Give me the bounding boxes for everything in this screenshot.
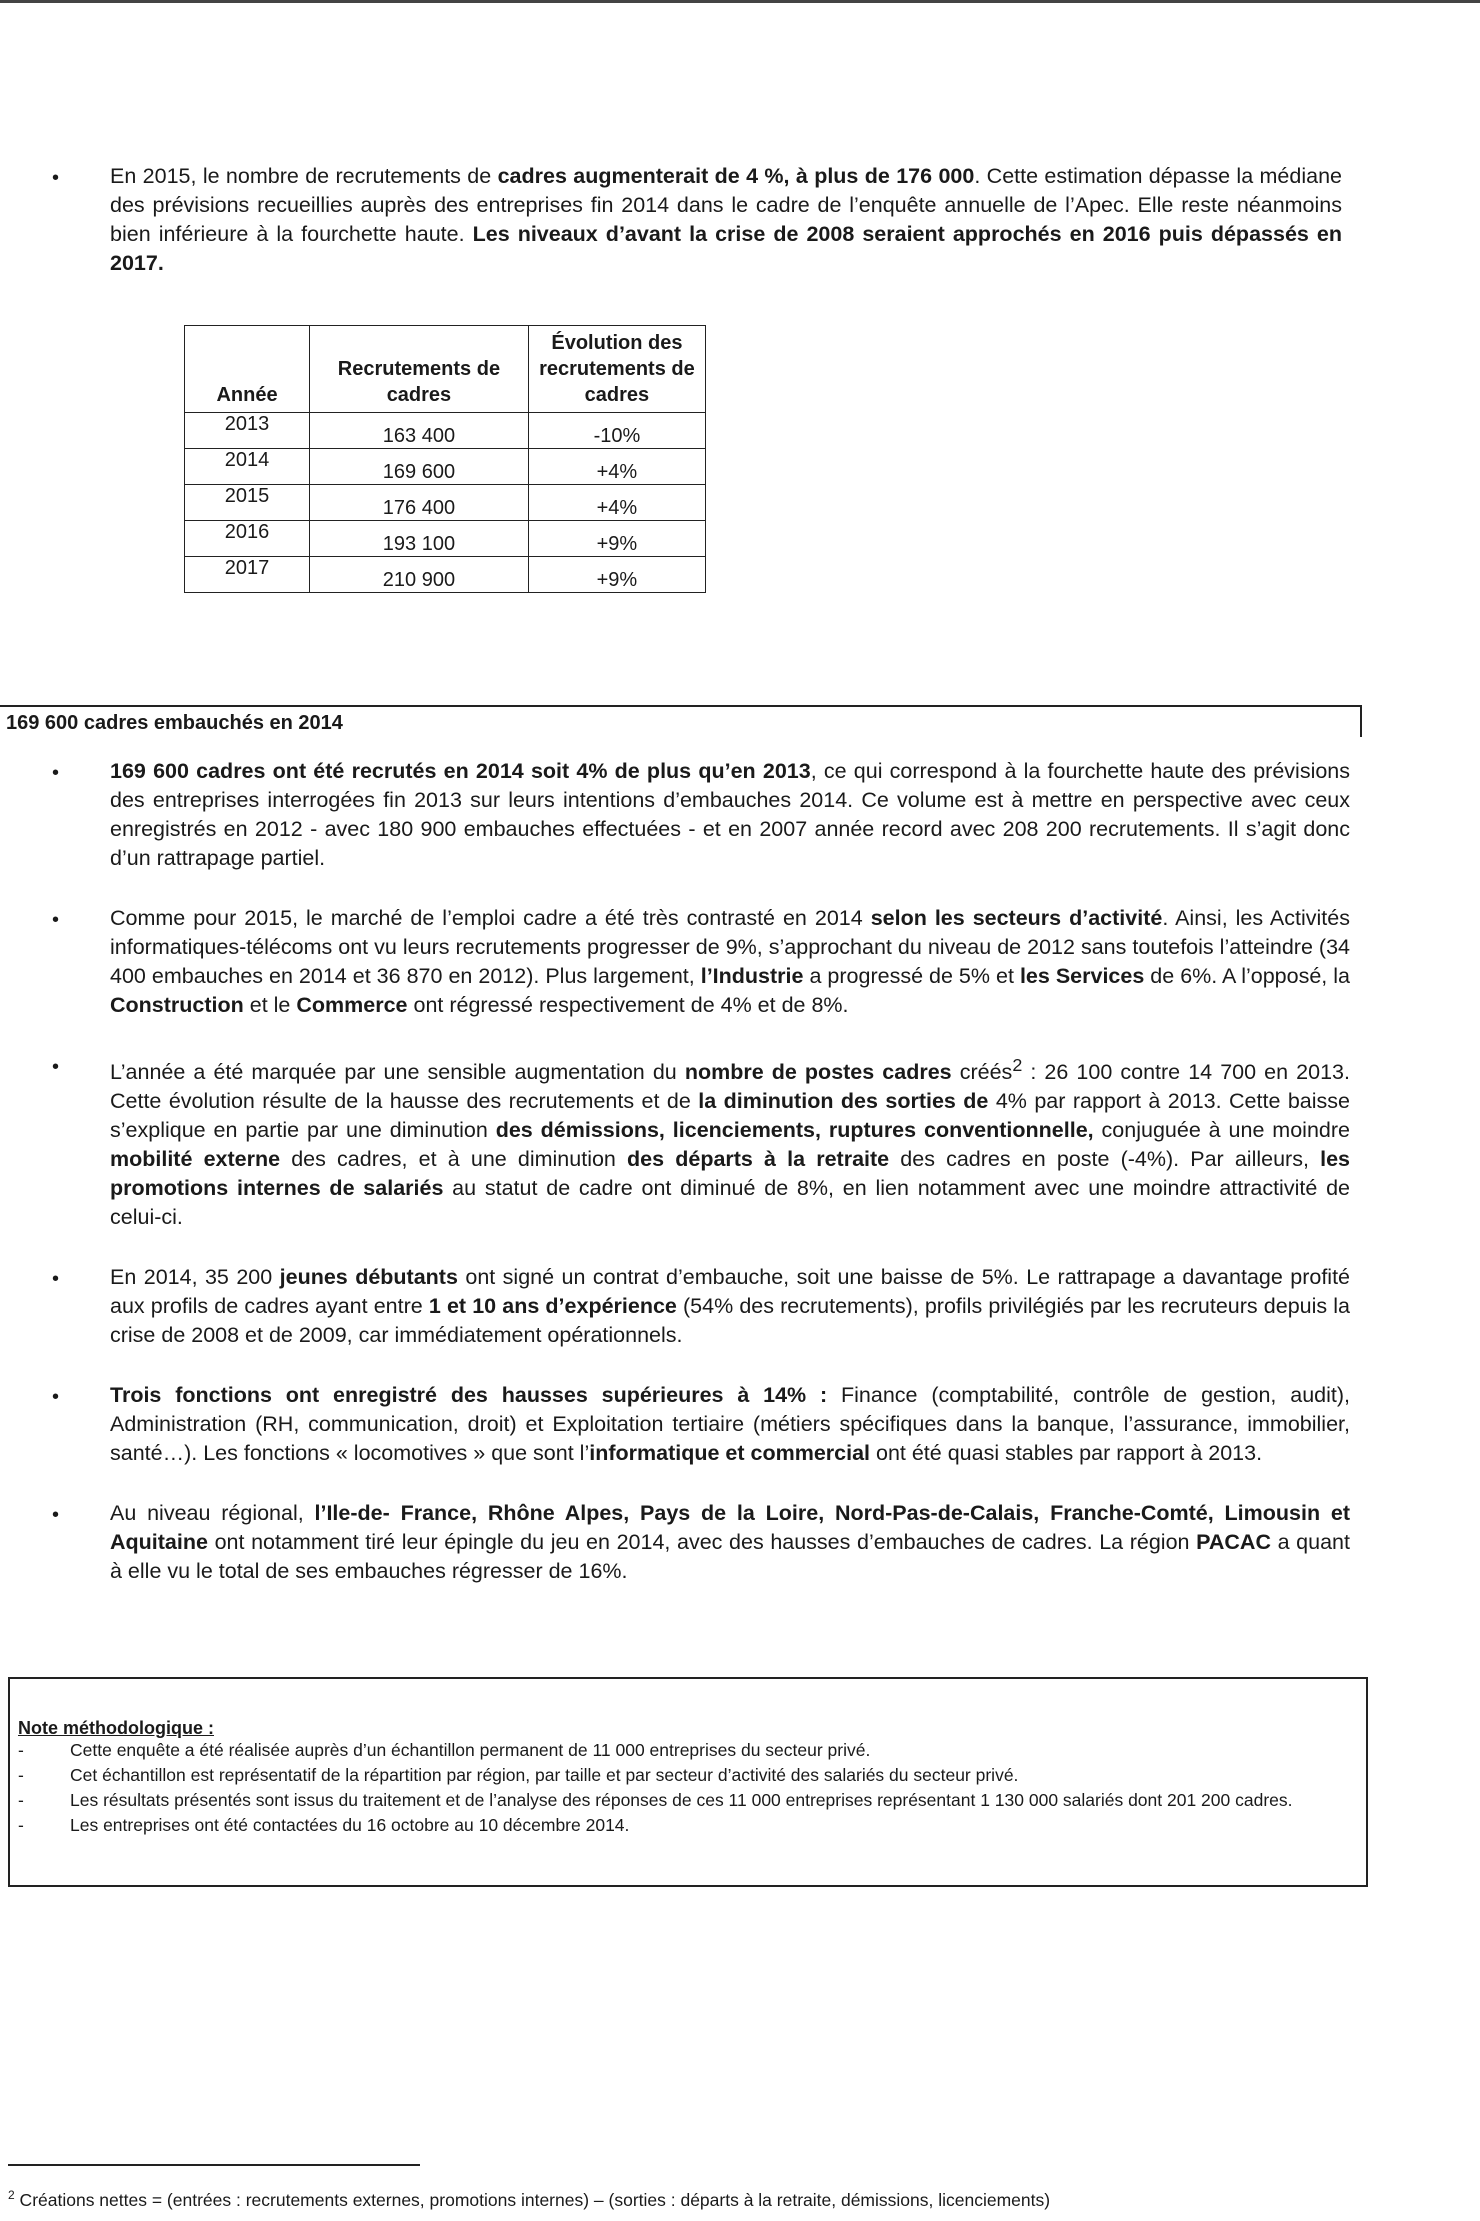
- bold-text: l’Ile-de- France, Rhône Alpes, Pays de la Loire, Nord-Pas-de-Calais, Franche-Comté, Limousin et Aquitaine: [110, 1501, 1350, 1555]
- dash-icon: -: [18, 1740, 24, 1760]
- intro-text-2: . Cette estimation dépasse la médiane des prévisions recueillies auprès des entreprises fin 2014 dans le cadre de l’enquête annuelle de l’Apec. Elle reste néanmoins bien inférieure à la fourchette haute.: [110, 164, 1342, 246]
- header-recruitments: Recrutements de cadres: [310, 326, 529, 413]
- intro-paragraph: [52, 162, 1342, 278]
- methodology-item: Les résultats présentés sont issus du traitement et de l’analyse des réponses de ces 11 000 entreprises représentant 1 130 000 salariés dont 201 200 cadres.: [70, 1790, 1293, 1810]
- list-item: [52, 1051, 1350, 1232]
- header-evolution: Évolution des recrutements de cadres: [528, 326, 705, 413]
- methodology-list: [16, 1739, 1356, 1839]
- list-item: [52, 1381, 1350, 1468]
- list-item: [52, 1499, 1350, 1586]
- intro-highlight-2: Les niveaux d’avant la crise de 2008 seraient approchés en 2016 puis dépassés en 2017.: [110, 222, 1342, 275]
- bold-text: les Services: [1019, 964, 1145, 988]
- footnote: [8, 2188, 1050, 2211]
- body-text: conjuguée à une moindre: [1093, 1118, 1350, 1143]
- footnote-text: Créations nettes = (entrées : recrutements externes, promotions internes) – (sorties : départs à la retraite, démissions, licenciements): [14, 2189, 1051, 2210]
- header-year: Année: [185, 326, 310, 413]
- table-row: [185, 485, 706, 521]
- cell-recruitments: 193 100: [310, 521, 529, 557]
- body-text: ont notamment tiré leur épingle du jeu en 2014, avec des hausses d’embauches de cadres. La région: [207, 1530, 1197, 1555]
- bold-text: PACAC: [1196, 1530, 1271, 1555]
- list-item: [52, 904, 1350, 1020]
- footnote-number: 2: [8, 2188, 15, 2202]
- cell-evolution: +9%: [528, 521, 705, 557]
- cell-evolution: +4%: [528, 485, 705, 521]
- bold-text: 169 600 cadres ont été recrutés en 2014 soit 4% de plus qu’en 2013: [110, 759, 811, 783]
- bold-text: selon les secteurs d’activité: [870, 906, 1163, 930]
- cell-evolution: -10%: [528, 413, 705, 449]
- body-text: ont régressé respectivement de 4% et de 8%.: [407, 993, 849, 1017]
- methodology-item: Cet échantillon est représentatif de la répartition par région, par taille et par secteur d’activité des salariés du secteur privé.: [70, 1765, 1019, 1785]
- cell-year: 2016: [185, 521, 310, 557]
- bold-text: informatique et commercial: [589, 1441, 871, 1466]
- body-text: et le: [243, 993, 297, 1017]
- body-text: créés: [951, 1060, 1013, 1085]
- body-text: L’année a été marquée par une sensible augmentation du: [110, 1060, 685, 1085]
- body-text: (54% des recrutements), profils privilégiés par les recruteurs depuis la crise de 2008 et de 2009, car immédiatement opérationnels.: [110, 1294, 1351, 1348]
- list-item: [16, 1789, 1356, 1811]
- methodology-title: Note méthodologique :: [18, 1718, 214, 1738]
- body-text: au statut de cadre ont diminué de 8%, en lien notamment avec une moindre attractivité de celui-ci.: [110, 1176, 1350, 1230]
- body-text: ont été quasi stables par rapport à 2013.: [870, 1441, 1263, 1466]
- bold-text: 1 et 10 ans d’expérience: [428, 1294, 677, 1319]
- cell-year: 2014: [185, 449, 310, 485]
- cell-year: 2017: [185, 557, 310, 593]
- table-row: [185, 557, 706, 593]
- bold-text: Trois fonctions ont enregistré des hausses supérieures à 14% :: [110, 1383, 828, 1408]
- body-text: a progressé de 5% et: [803, 964, 1020, 988]
- bold-text: des départs à la retraite: [627, 1147, 890, 1172]
- list-item: [52, 1263, 1350, 1350]
- body-text: des cadres, et à une diminution: [280, 1147, 628, 1172]
- bold-text: nombre de postes cadres: [684, 1060, 952, 1085]
- cell-evolution: +9%: [528, 557, 705, 593]
- bullet-icon: •: [52, 762, 60, 784]
- cell-recruitments: 210 900: [310, 557, 529, 593]
- bold-text: l’Industrie: [700, 964, 804, 988]
- bold-text: des démissions, licenciements, ruptures conventionnelle,: [495, 1118, 1094, 1143]
- bullet-icon: •: [52, 1386, 60, 1409]
- body-text: Finance (comptabilité, contrôle de gestion, audit), Administration (RH, communication, droit) et Exploitation tertiaire (métiers spécifiques dans la banque, l’assurance, immobilier, santé…). Les fonctions « locomotives » que sont l’: [110, 1383, 1350, 1466]
- body-text: ont signé un contrat d’embauche, soit une baisse de 5%. Le rattrapage a davantage profité aux profils de cadres ayant entre: [110, 1265, 1351, 1319]
- body-text: , ce qui correspond à la fourchette haute des prévisions des entreprises interrogées fin 2013 sur leurs intentions d’embauches 2014. Ce volume est à mettre en perspective avec ceux enregistrés en 2012 - avec 180 900 embauches effectuées - et en 2007 année record avec 208 200 recrutements. Il s’agit donc d’un rattrapage partiel.: [110, 759, 1351, 870]
- body-text: . Ainsi, les Activités informatiques-télécoms ont vu leurs recrutements progresser de 9%, s’approchant du niveau de 2012 sans toutefois l’atteindre (34 400 embauches en 2014 et 36 870 en 2012). Plus largement,: [110, 906, 1350, 988]
- table-row: [185, 413, 706, 449]
- bullet-icon: •: [52, 1056, 60, 1078]
- body-text: des cadres en poste (-4%). Par ailleurs,: [889, 1147, 1321, 1172]
- body-text: de 6%. A l’opposé, la: [1144, 964, 1351, 988]
- bullet-icon: •: [52, 167, 60, 189]
- dash-icon: -: [18, 1765, 24, 1785]
- top-border: [0, 0, 1480, 3]
- body-text: 4% par rapport à 2013. Cette baisse s’explique en partie par une diminution: [110, 1089, 1350, 1143]
- cell-year: 2015: [185, 485, 310, 521]
- table-row: [185, 521, 706, 557]
- methodology-item: Cette enquête a été réalisée auprès d’un échantillon permanent de 11 000 entreprises du secteur privé.: [70, 1740, 871, 1760]
- bold-text: Commerce: [296, 993, 408, 1017]
- list-item: [16, 1764, 1356, 1786]
- cell-recruitments: 169 600: [310, 449, 529, 485]
- table-header-row: [185, 326, 706, 413]
- body-text: En 2014, 35 200: [110, 1265, 280, 1290]
- list-item: [52, 757, 1350, 873]
- body-text: : 26 100 contre 14 700 en 2013. Cette évolution résulte de la hausse des recrutements et de: [110, 1060, 1350, 1114]
- recruitment-table: [184, 325, 706, 593]
- body-text: Comme pour 2015, le marché de l’emploi cadre a été très contrasté en 2014: [110, 906, 871, 930]
- intro-text-1: En 2015, le nombre de recrutements de: [110, 164, 498, 188]
- section-header: [0, 705, 1362, 737]
- methodology-item: Les entreprises ont été contactées du 16 octobre au 10 décembre 2014.: [70, 1815, 630, 1835]
- body-text: a quant à elle vu le total de ses embauches régresser de 16%.: [110, 1530, 1350, 1584]
- bold-text: Construction: [110, 993, 244, 1017]
- table-row: [185, 449, 706, 485]
- methodology-box: [8, 1677, 1368, 1887]
- main-bullet-list: [52, 757, 1350, 1617]
- intro-list: [52, 162, 1342, 278]
- cell-recruitments: 176 400: [310, 485, 529, 521]
- footnote-divider: [8, 2164, 420, 2166]
- intro-highlight-1: cadres augmenterait de 4 %, à plus de 176 000: [497, 164, 975, 188]
- bold-text: les promotions internes de salariés: [110, 1147, 1350, 1201]
- bold-text: jeunes débutants: [279, 1265, 458, 1290]
- footnote-ref: 2: [1012, 1055, 1023, 1075]
- bullet-icon: •: [52, 1268, 60, 1291]
- cell-recruitments: 163 400: [310, 413, 529, 449]
- cell-year: 2013: [185, 413, 310, 449]
- bold-text: la diminution des sorties de: [698, 1089, 989, 1114]
- bold-text: mobilité externe: [110, 1147, 281, 1172]
- list-item: [16, 1739, 1356, 1761]
- bullet-icon: •: [52, 1504, 60, 1527]
- body-text: Au niveau régional,: [110, 1501, 315, 1526]
- cell-evolution: +4%: [528, 449, 705, 485]
- dash-icon: -: [18, 1815, 24, 1835]
- list-item: [16, 1814, 1356, 1836]
- section-title: 169 600 cadres embauchés en 2014: [6, 712, 343, 734]
- bullet-icon: •: [52, 909, 60, 931]
- dash-icon: -: [18, 1790, 24, 1810]
